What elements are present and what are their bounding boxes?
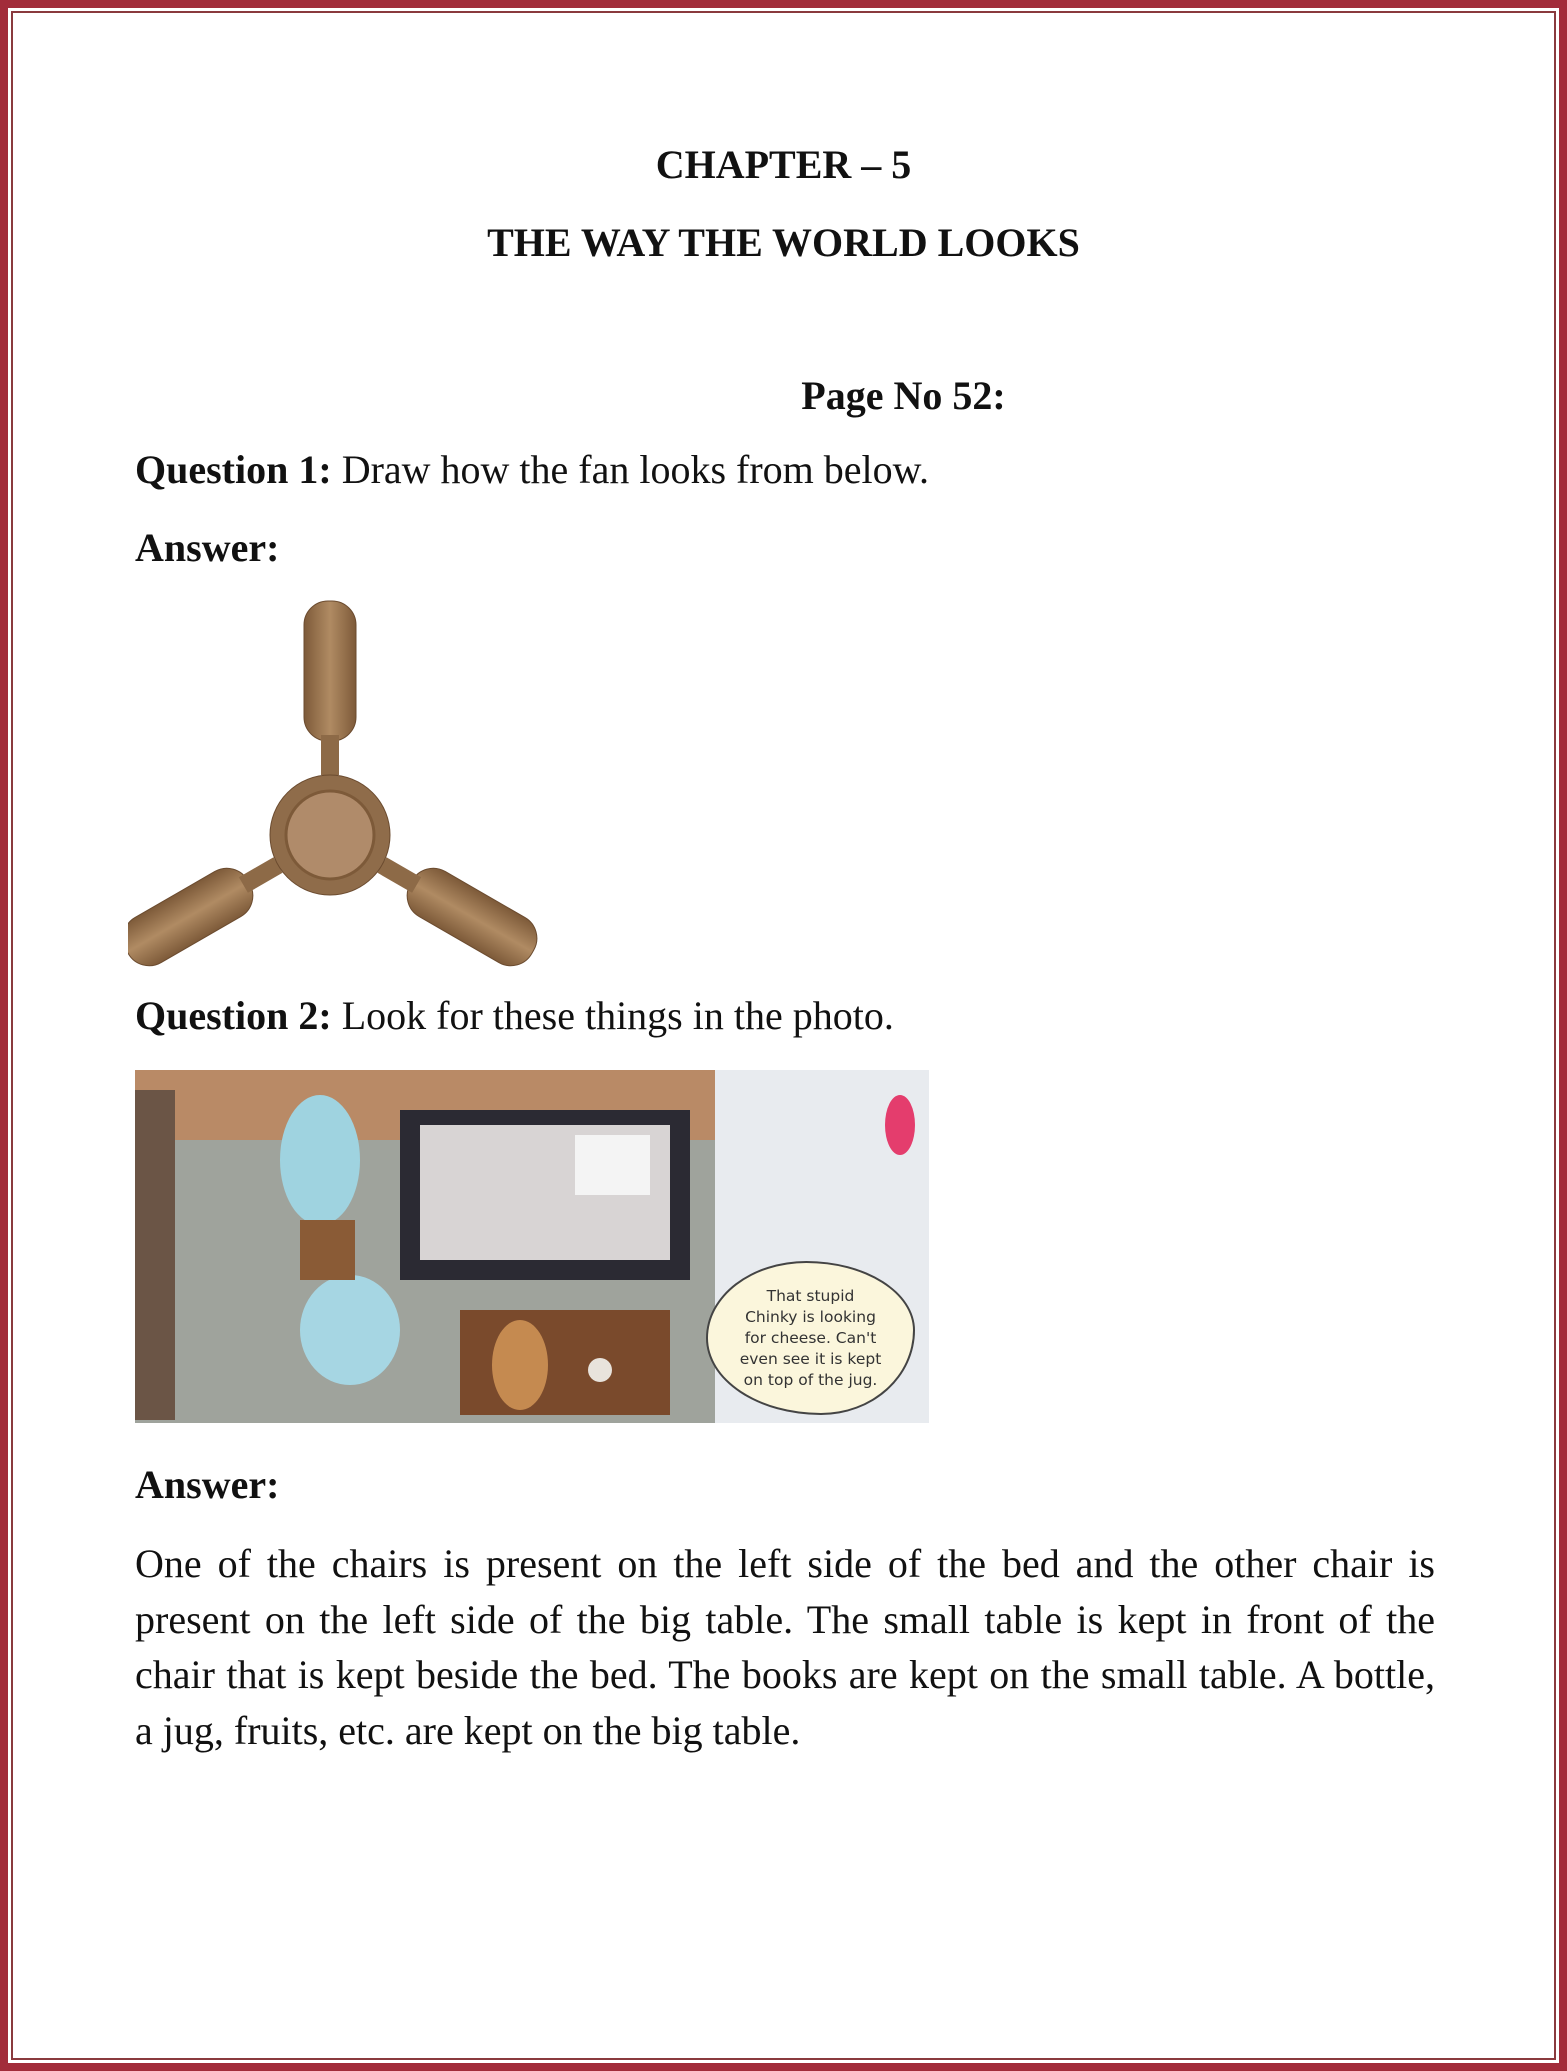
bubble-line: for cheese. Can't [744,1328,877,1347]
fan-blade-left [128,842,291,970]
bubble-line: That stupid [766,1286,855,1305]
bubble-line: Chinky is looking [745,1307,876,1326]
small-table [300,1220,355,1280]
bubble-line: on top of the jug. [743,1370,878,1389]
question-1-text: Draw how the fan looks from below. [331,447,929,492]
bubble-line: even see it is kept [739,1349,882,1368]
fan-blade-right [369,842,538,970]
question-2-text: Look for these things in the photo. [331,993,894,1038]
chapter-number: CHAPTER – 5 [655,142,912,187]
page-number: Page No 52: [801,373,1006,418]
fan-blade-top [304,601,356,775]
chapter-title: THE WAY THE WORLD LOOKS [487,220,1080,265]
chair-2 [300,1275,400,1385]
question-2-label: Question 2: [135,993,332,1038]
answer-1-label: Answer: [135,525,280,570]
question-2 [135,993,894,1038]
big-table [460,1310,670,1415]
answer-2-text: One of the chairs is present on the left side of the bed and the other chair is present on the left side of the big table. The small table is kept in front of the chair that is kept beside the bed. The books are kept on the small table. A bottle, a jug, fruits, etc. are kept on the big table. [135,1541,1435,1753]
question-1 [135,447,929,492]
ceiling-fan-illustration [128,595,538,970]
answer-2-label: Answer: [135,1462,280,1507]
chair-1 [280,1095,360,1225]
question-1-label: Question 1: [135,447,332,492]
room-top-view-photo [135,1070,929,1423]
